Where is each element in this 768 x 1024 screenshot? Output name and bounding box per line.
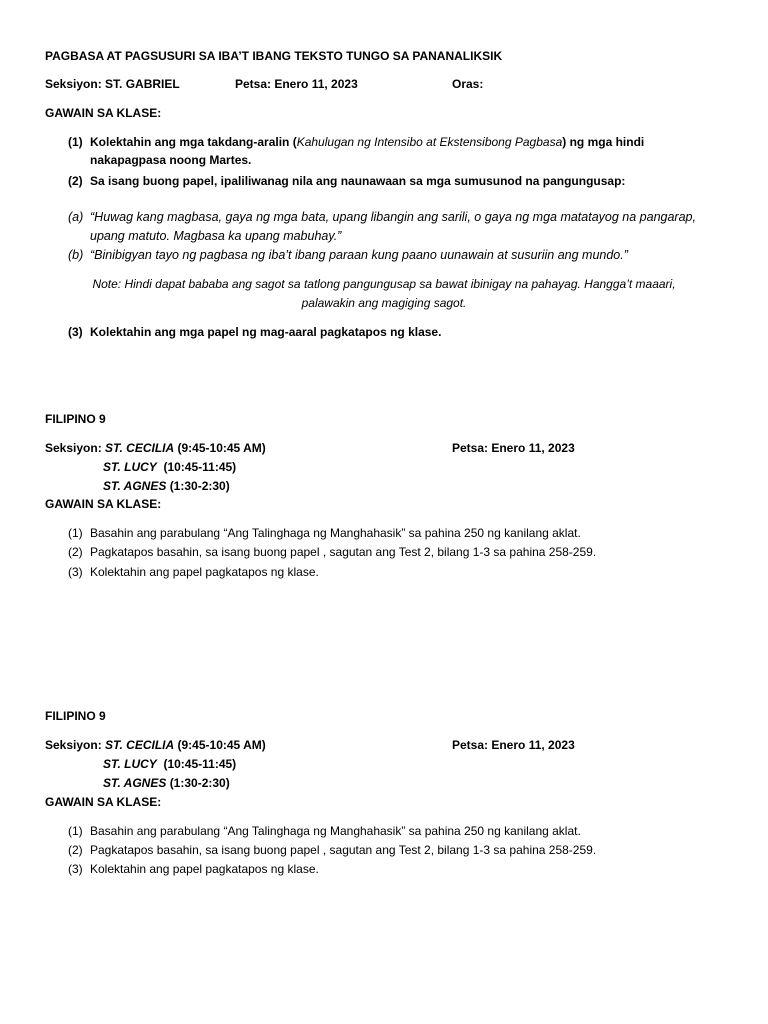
petsa-label: Petsa: Enero 11, 2023 xyxy=(235,77,358,91)
list-item-number: (2) xyxy=(68,843,83,857)
item-2-text: Sa isang buong papel, ipaliliwanag nila ang naunawaan sa mga sumusunod na pangungusap: xyxy=(90,174,626,188)
section-name: ST. AGNES xyxy=(103,479,167,493)
section-name: ST. LUCY xyxy=(103,757,157,771)
list-item: Pagkatapos basahin, sa isang buong papel , sagutan ang Test 2, bilang 1-3 sa pahina 258-259. xyxy=(90,843,597,857)
item-1-text xyxy=(90,135,644,149)
section-line-3 xyxy=(103,776,230,790)
section-time: (1:30-2:30) xyxy=(169,479,230,493)
list-item-number: (3) xyxy=(68,862,83,876)
quote-a-line-2: upang matuto. Magbasa ka upang mabuhay.” xyxy=(90,229,342,243)
list-item: Pagkatapos basahin, sa isang buong papel , sagutan ang Test 2, bilang 1-3 sa pahina 258-259. xyxy=(90,545,597,559)
list-item: Basahin ang parabulang “Ang Talinghaga ng Manghahasik” sa pahina 250 ng kanilang aklat. xyxy=(90,824,581,838)
section-time: (10:45-11:45) xyxy=(163,460,237,474)
note-line-1: Note: Hindi dapat bababa ang sagot sa tatlong pangungusap sa bawat ibinigay na pahayag. Hangga’t maaari, xyxy=(92,277,676,291)
item-1-part-a: Kolektahin ang mga takdang-aralin ( xyxy=(90,135,297,149)
quote-a-line-1: “Huwag kang magbasa, gaya ng mga bata, upang libangin ang sarili, o gaya ng mga matatayog na pangarap, xyxy=(90,210,696,224)
list-item-number: (1) xyxy=(68,526,83,540)
list-item: Kolektahin ang papel pagkatapos ng klase. xyxy=(90,565,319,579)
item-number: (2) xyxy=(68,174,83,188)
seksiyon-label: Seksiyon: xyxy=(45,738,102,752)
item-1-part-b: ) ng mga hindi xyxy=(562,135,645,149)
gawain-heading: GAWAIN SA KLASE: xyxy=(45,106,162,120)
seksiyon-label: Seksiyon: xyxy=(45,77,102,91)
section-name: ST. LUCY xyxy=(103,460,157,474)
section-line-2 xyxy=(103,460,236,474)
list-item: Basahin ang parabulang “Ang Talinghaga ng Manghahasik” sa pahina 250 ng kanilang aklat. xyxy=(90,526,581,540)
seksiyon-value: ST. GABRIEL xyxy=(105,77,180,91)
oras-label: Oras: xyxy=(452,77,484,91)
subject-heading: FILIPINO 9 xyxy=(45,412,106,426)
item-3-text: Kolektahin ang mga papel ng mag-aaral pagkatapos ng klase. xyxy=(90,325,442,339)
section-name: ST. CECILIA xyxy=(105,441,175,455)
item-1-line-2: nakapagpasa noong Martes. xyxy=(90,153,252,167)
note-line-2: palawakin ang magiging sagot. xyxy=(301,296,467,310)
section-time: (1:30-2:30) xyxy=(169,776,230,790)
section-line-1 xyxy=(45,441,266,455)
item-number: (1) xyxy=(68,135,83,149)
list-item-number: (1) xyxy=(68,824,83,838)
section-time: (9:45-10:45 AM) xyxy=(177,441,266,455)
quote-b-text: “Binibigyan tayo ng pagbasa ng iba’t ibang paraan kung paano uunawain at susuriin ang mundo.” xyxy=(90,248,628,262)
section-name: ST. AGNES xyxy=(103,776,167,790)
gawain-heading: GAWAIN SA KLASE: xyxy=(45,795,162,809)
section-time: (10:45-11:45) xyxy=(163,757,237,771)
seksiyon-label: Seksiyon: xyxy=(45,441,102,455)
item-number: (3) xyxy=(68,325,83,339)
subject-heading: FILIPINO 9 xyxy=(45,709,106,723)
list-item-number: (2) xyxy=(68,545,83,559)
section-line-3 xyxy=(103,479,230,493)
quote-b-label: (b) xyxy=(68,248,84,262)
quote-a-label: (a) xyxy=(68,210,84,224)
list-item-number: (3) xyxy=(68,565,83,579)
seksiyon-line xyxy=(45,77,180,91)
section-time: (9:45-10:45 AM) xyxy=(177,738,266,752)
section-name: ST. CECILIA xyxy=(105,738,175,752)
petsa-label: Petsa: Enero 11, 2023 xyxy=(452,738,575,752)
section-line-1 xyxy=(45,738,266,752)
section-line-2 xyxy=(103,757,236,771)
document-title: PAGBASA AT PAGSUSURI SA IBA’T IBANG TEKSTO TUNGO SA PANANALIKSIK xyxy=(45,49,503,63)
item-1-italic: Kahulugan ng Intensibo at Ekstensibong Pagbasa xyxy=(296,135,563,149)
list-item: Kolektahin ang papel pagkatapos ng klase. xyxy=(90,862,319,876)
gawain-heading: GAWAIN SA KLASE: xyxy=(45,497,162,511)
petsa-label: Petsa: Enero 11, 2023 xyxy=(452,441,575,455)
